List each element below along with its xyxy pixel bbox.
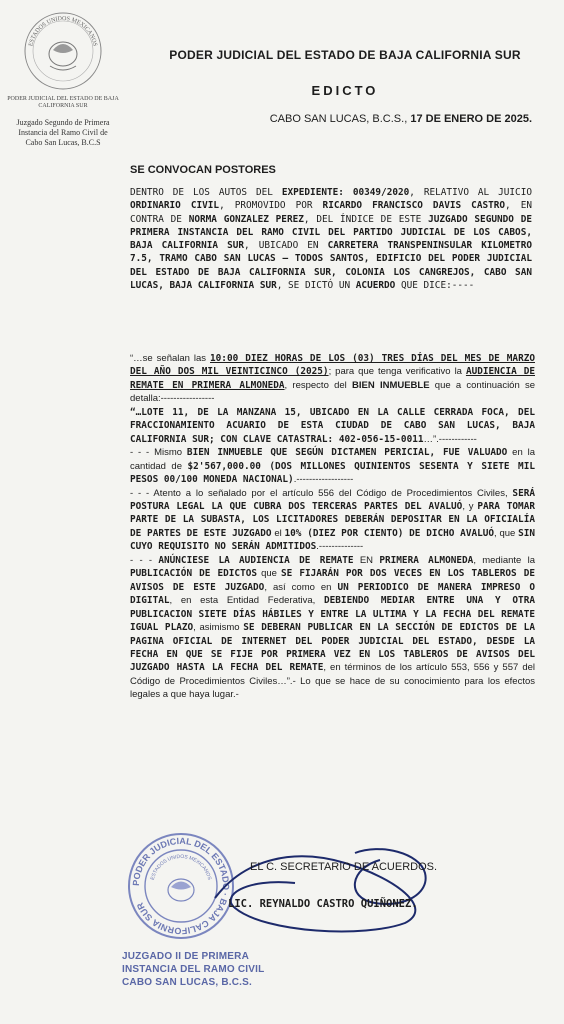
place: CABO SAN LUCAS, B.C.S., [269, 113, 408, 125]
stamp-line: CABO SAN LUCAS, B.C.S. [122, 977, 252, 988]
property-paragraph: “…LOTE 11, DE LA MANZANA 15, UBICADO EN LA CALLE CERRADA FOCA, DEL FRACCIONAMIENTO ACUARIO DE ESTA CIUDAD DE CABO SAN LUCAS, BAJA CALIFORNIA SUR; CON CLAVE CATASTRAL: 402-056-15-0011…”.------------ [130, 406, 535, 445]
agreement-text [130, 352, 535, 702]
handwritten-signature [205, 838, 455, 938]
seal-ring-text: ESTADOS UNIDOS MEXICANOS [28, 15, 98, 47]
valuation-paragraph: - - - Mismo BIEN INMUEBLE QUE SEGÚN DICTAMEN PERICIAL, FUE VALUADO en la cantidad de $2'567,000.00 (DOS MILLONES QUINIENTOS SESENTA Y SIETE MIL PESOS 00/100 MONEDA NACIONAL).------------------ [130, 447, 535, 486]
publication-paragraph: - - - ANÚNCIESE LA AUDIENCIA DE REMATE EN PRIMERA ALMONEDA, mediante la PUBLICACIÓN DE EDICTOS que SE FIJARÁN POR DOS VECES EN LOS TABLEROS DE AVISOS DE ESTE JUZGADO, así como en UN PERIODICO DE MANERA IMPRESO O DIGITAL, en esta Entidad Federativa, DEBIENDO MEDIAR ENTRE UNA Y OTRA PUBLICACION SIETE DÍAS HÁBILES Y ENTRE LA ULTIMA Y LA FECHA DEL REMATE IGUAL PLAZO, asimismo SE DEBERAN PUBLICAR EN LA SECCIÓN DE EDICTOS DE LA PAGINA OFICIAL DE INTERNET DEL PODER JUDICIAL DEL ESTADO, DESDE LA FECHA EN QUE SE FIJE POR PRIMERA VEZ EN LOS TABLEROS DE AVISOS DEL JUZGADO HASTA LA FECHA DEL REMATE, en términos de los artículo 553, 556 y 557 del Código de Procedimientos Civiles…”.- Lo que se hace de su conocimiento para los efectos legales a que haya lugar.- [130, 554, 535, 701]
bid-paragraph: - - - Atento a lo señalado por el artículo 556 del Código de Procedimientos Civiles, SERÁ POSTURA LEGAL LA QUE CUBRA DOS TERCERAS PARTES DEL AVALUÓ, y PARA TOMAR PARTE DE LA SUBASTA, LOS LICITADORES DEBERÁN DEPOSITAR EN LA OFICIALÍA DE PARTES DE ESTE JUZGADO el 10% (DIEZ POR CIENTO) DE DICHO AVALUÓ, que SIN CUYO REQUISITO NO SERÁN ADMITIDOS.-------------- [130, 487, 535, 553]
place-date [270, 113, 532, 125]
stamp-line: INSTANCIA DEL RAMO CIVIL [122, 964, 265, 975]
stamp-inner-text: ESTADOS UNIDOS MEXICANOS [149, 853, 213, 881]
court-name-block [4, 118, 122, 148]
date: 17 DE ENERO DE 2025. [410, 113, 532, 125]
intro-paragraph: DENTRO DE LOS AUTOS DEL EXPEDIENTE: 00349/2020, RELATIVO AL JUICIO ORDINARIO CIVIL, PROMOVIDO POR RICARDO FRANCISCO DAVIS CASTRO, EN CONTRA DE NORMA GONZALEZ PEREZ, DEL ÍNDICE DE ESTE JUZGADO SEGUNDO DE PRIMERA INSTANCIA DEL RAMO CIVIL DEL PARTIDO JUDICIAL DE LOS CABOS, BAJA CALIFORNIA SUR, UBICADO EN CARRETERA TRANSPENINSULAR KILOMETRO 7.5, TRAMO CABO SAN LUCAS – TODOS SANTOS, EDIFICIO DEL PODER JUDICIAL DEL ESTADO DE BAJA CALIFORNIA SUR, COLONIA LOS CANGREJOS, CABO SAN LUCAS, BAJA CALIFORNIA SUR, SE DICTÓ UN ACUERDO QUE DICE:---- [130, 187, 533, 292]
stamp-ring-text: PODER JUDICIAL DEL ESTADO · BAJA CALIFORNIA SUR [130, 835, 232, 937]
court-line: Juzgado Segundo de Primera [16, 118, 110, 127]
document-type: EDICTO [311, 83, 379, 98]
signer-name: LIC. REYNALDO CASTRO QUIÑONEZ. [228, 898, 418, 910]
court-line: Cabo San Lucas, B.C.S [25, 138, 101, 147]
court-small-caption: PODER JUDICIAL DEL ESTADO DE BAJA CALIFORNIA SUR [7, 96, 119, 109]
signer-title: EL C. SECRETARIO DE ACUERDOS. [250, 861, 438, 873]
mexican-coat-of-arms-icon [20, 8, 106, 94]
stamp-caption [122, 950, 272, 989]
stamp-line: JUZGADO II DE PRIMERA [122, 951, 249, 962]
agreement-paragraph: “…se señalan las 10:00 DIEZ HORAS DE LOS (03) TRES DÍAS DEL MES DE MARZO DEL AÑO DOS MIL VEINTICINCO (2025); para que tenga verificativo la AUDIENCIA DE REMATE EN PRIMERA ALMONEDA, respecto del BIEN INMUEBLE que a continuación se detalla:----------------- [130, 353, 536, 405]
court-line: Instancia del Ramo Civil de [18, 128, 108, 137]
section-heading: SE CONVOCAN POSTORES [130, 164, 276, 176]
page-title: PODER JUDICIAL DEL ESTADO DE BAJA CALIFORNIA SUR [169, 48, 521, 62]
